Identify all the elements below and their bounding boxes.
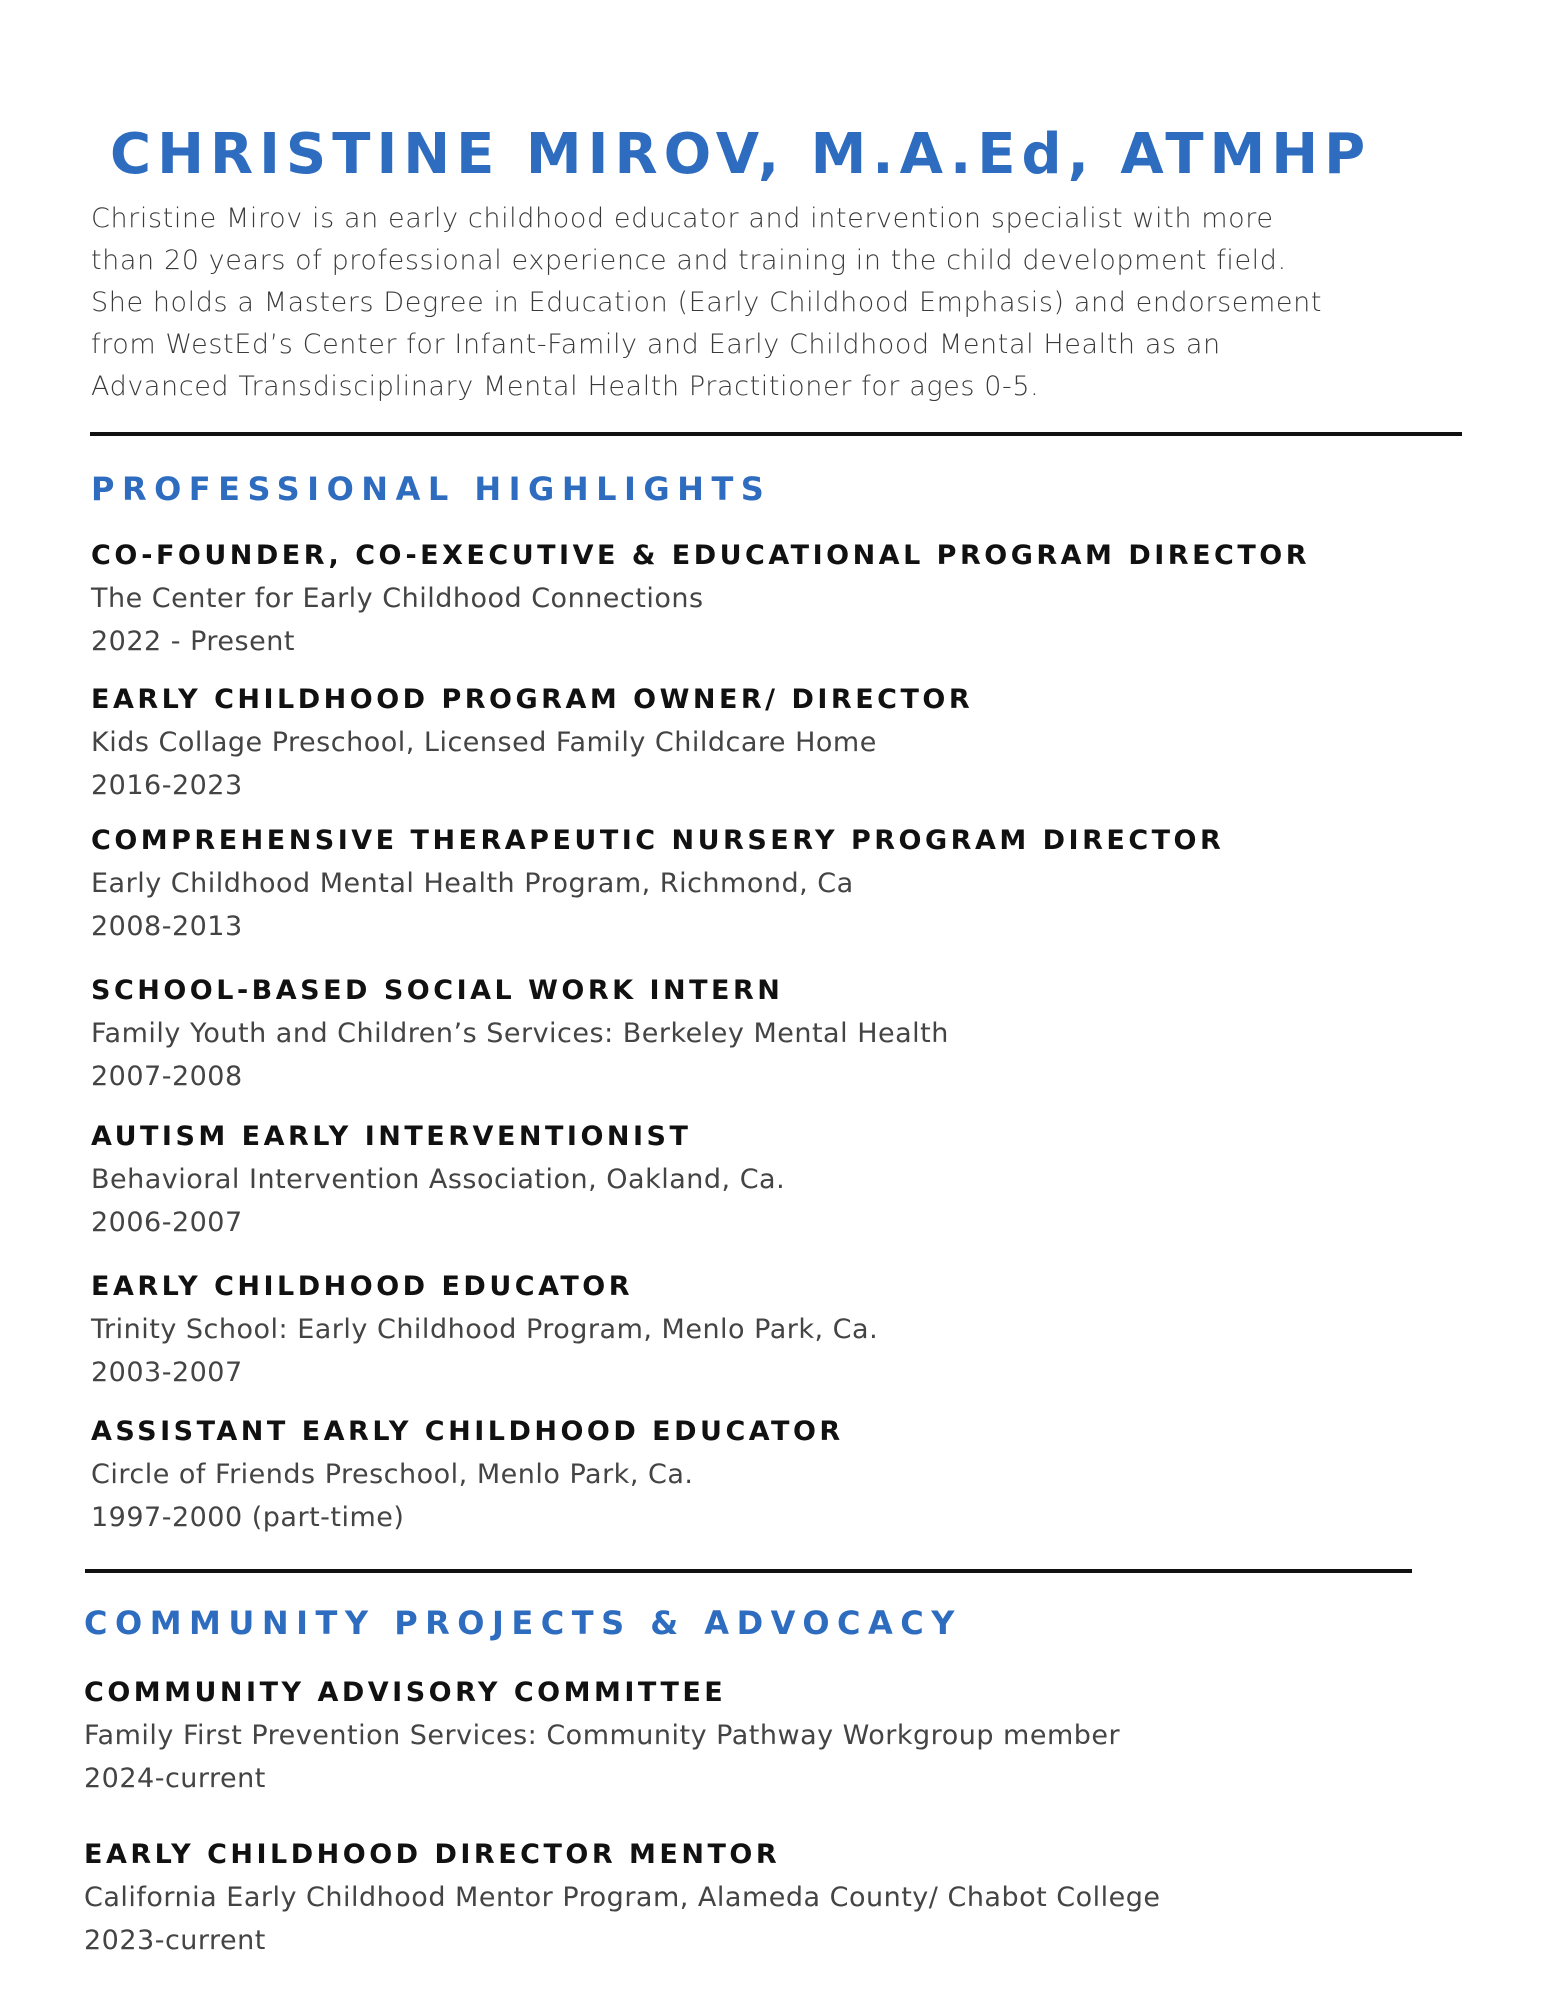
entry-dates: 2016-2023 [91, 770, 243, 801]
entry-organization: Family First Prevention Services: Community Pathway Workgroup member [84, 1720, 1121, 1751]
highlight-entry [91, 824, 1491, 948]
entry-dates: 2003-2007 [91, 1357, 243, 1388]
highlight-entry [91, 683, 1491, 807]
highlight-entry [91, 1415, 1491, 1539]
entry-organization: Family Youth and Children’s Services: Berkeley Mental Health [91, 1018, 949, 1049]
entry-title: EARLY CHILDHOOD DIRECTOR MENTOR [84, 1839, 781, 1870]
entry-organization: Kids Collage Preschool, Licensed Family Childcare Home [91, 727, 877, 758]
section-divider [90, 432, 1462, 436]
entry-dates: 2008-2013 [91, 911, 243, 942]
section-divider [85, 1569, 1412, 1573]
entry-organization: Circle of Friends Preschool, Menlo Park, Ca. [91, 1459, 694, 1490]
entry-organization: The Center for Early Childhood Connections [91, 583, 704, 614]
community-entry [84, 1838, 1484, 1962]
entry-organization: Trinity School: Early Childhood Program, Menlo Park, Ca. [91, 1314, 879, 1345]
resume-name: CHRISTINE MIROV, M.A.Ed, ATMHP [110, 122, 1372, 187]
bio-line: from WestEd’s Center for Infant-Family and Early Childhood Mental Health as an [91, 329, 1221, 360]
community-entry [84, 1676, 1484, 1800]
entry-title: ASSISTANT EARLY CHILDHOOD EDUCATOR [91, 1416, 844, 1447]
highlight-entry [91, 1270, 1491, 1394]
entry-title: COMMUNITY ADVISORY COMMITTEE [84, 1677, 727, 1708]
entry-title: COMPREHENSIVE THERAPEUTIC NURSERY PROGRAM DIRECTOR [91, 825, 1225, 856]
entry-organization: California Early Childhood Mentor Program, Alameda County/ Chabot College [84, 1882, 1161, 1913]
entry-title: SCHOOL-BASED SOCIAL WORK INTERN [91, 975, 784, 1006]
bio-line: than 20 years of professional experience and training in the child development field. [91, 245, 1287, 276]
bio-line: Advanced Transdisciplinary Mental Health Practitioner for ages 0-5. [91, 371, 1040, 402]
entry-dates: 1997-2000 (part-time) [91, 1502, 405, 1533]
highlight-entry [91, 1120, 1491, 1244]
entry-dates: 2006-2007 [91, 1207, 243, 1238]
entry-organization: Early Childhood Mental Health Program, Richmond, Ca [91, 868, 854, 899]
entry-dates: 2007-2008 [91, 1061, 243, 1092]
section-title-professional-highlights: PROFESSIONAL HIGHLIGHTS [91, 470, 772, 508]
entry-title: EARLY CHILDHOOD PROGRAM OWNER/ DIRECTOR [91, 684, 974, 715]
entry-organization: Behavioral Intervention Association, Oakland, Ca. [91, 1164, 786, 1195]
entry-title: EARLY CHILDHOOD EDUCATOR [91, 1271, 634, 1302]
entry-title: AUTISM EARLY INTERVENTIONIST [91, 1121, 692, 1152]
entry-dates: 2022 - Present [91, 626, 295, 657]
bio-line: Christine Mirov is an early childhood educator and intervention specialist with more [91, 203, 1274, 234]
section-title-community-projects: COMMUNITY PROJECTS & ADVOCACY [84, 1604, 962, 1642]
bio-line: She holds a Masters Degree in Education (Early Childhood Emphasis) and endorsement [91, 287, 1323, 318]
entry-dates: 2023-current [84, 1925, 266, 1956]
highlight-entry [91, 539, 1491, 663]
bio-paragraph [91, 198, 1491, 408]
entry-title: CO-FOUNDER, CO-EXECUTIVE & EDUCATIONAL PROGRAM DIRECTOR [91, 540, 1310, 571]
entry-dates: 2024-current [84, 1763, 266, 1794]
highlight-entry [91, 974, 1491, 1098]
